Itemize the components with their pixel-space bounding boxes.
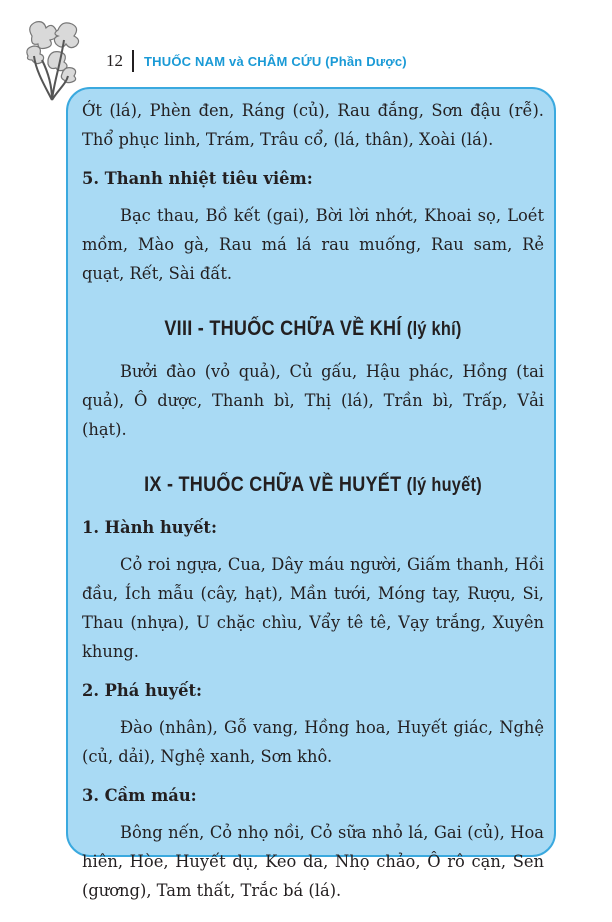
- subheading: 1. Hành huyết:: [82, 518, 217, 537]
- paragraph: Cỏ roi ngựa, Cua, Dây máu người, Giấm thanh, Hồi đầu, Ích mẫu (cây, hạt), Mần tưới, Móng tay, Rượu, Si, Thau (nhựa), U chặc chìu, Vẩy tê tê, Vạy trắng, Xuyên khung.: [82, 555, 544, 661]
- paragraph: Đào (nhân), Gỗ vang, Hồng hoa, Huyết giác, Nghệ (củ, dải), Nghệ xanh, Sơn khô.: [82, 718, 544, 766]
- page-number: 12: [106, 51, 123, 70]
- paragraph: Bạc thau, Bồ kết (gai), Bời lời nhớt, Khoai sọ, Loét mồm, Mào gà, Rau má lá rau muống, Rau sam, Rẻ quạt, Rết, Sài đất.: [82, 206, 544, 283]
- content-body: [82, 96, 544, 905]
- book-title: THUỐC NAM và CHÂM CỨU (Phần Dược): [144, 53, 407, 69]
- section-heading: [114, 470, 511, 501]
- section-title: IX - THUỐC CHỮA VỀ HUYẾT: [144, 473, 402, 496]
- paragraph: Bông nến, Cỏ nhọ nồi, Cỏ sữa nhỏ lá, Gai (củ), Hoa hiên, Hòe, Huyết dụ, Keo da, Nhọ chảo, Ô rô cạn, Sen (gương), Tam thất, Trắc bá (lá).: [82, 823, 544, 900]
- subheading: 3. Cầm máu:: [82, 786, 197, 805]
- section-title: VIII - THUỐC CHỮA VỀ KHÍ: [164, 317, 402, 340]
- header-separator: [132, 50, 134, 72]
- subheading: 2. Phá huyết:: [82, 681, 202, 700]
- paragraph: Ớt (lá), Phèn đen, Ráng (củ), Rau đắng, Sơn đậu (rễ). Thổ phục linh, Trám, Trâu cổ, (lá, thân), Xoài (lá).: [82, 101, 544, 149]
- paragraph: Bưởi đào (vỏ quả), Củ gấu, Hậu phác, Hồng (tai quả), Ô dược, Thanh bì, Thị (lá), Trần bì, Trấp, Vải (hạt).: [82, 362, 544, 439]
- section-heading: [114, 314, 511, 345]
- section-subtitle: (lý huyết): [406, 475, 482, 496]
- section-subtitle: (lý khí): [406, 319, 462, 340]
- running-header: [106, 50, 407, 72]
- subheading: 5. Thanh nhiệt tiêu viêm:: [82, 169, 313, 188]
